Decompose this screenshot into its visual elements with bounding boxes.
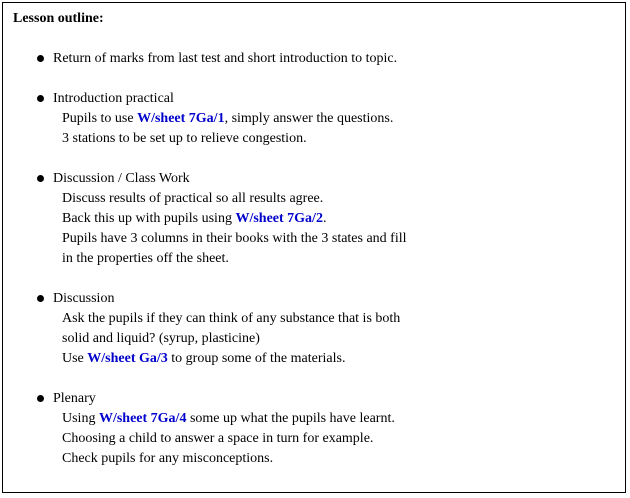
list-item-line xyxy=(62,351,345,367)
bullet-icon xyxy=(37,395,44,402)
line-text: . xyxy=(322,211,327,226)
line-text: , simply answer the questions. xyxy=(224,111,394,126)
list-item-heading: Return of marks from last test and short introduction to topic. xyxy=(53,51,398,66)
list-item-heading: Discussion / Class Work xyxy=(53,171,190,186)
worksheet-link[interactable]: W/sheet 7Ga/4 xyxy=(98,411,187,426)
list-item-line xyxy=(62,211,326,227)
list-item-line: Choosing a child to answer a space in turn for example. xyxy=(62,431,374,446)
bullet-icon xyxy=(37,55,44,62)
list-item-line: Check pupils for any misconceptions. xyxy=(62,451,274,466)
list-item-line xyxy=(62,111,393,127)
bullet-icon xyxy=(37,295,44,302)
line-text: some up what the pupils have learnt. xyxy=(186,411,395,426)
list-item-heading: Discussion xyxy=(53,291,115,306)
bullet-icon xyxy=(37,175,44,182)
list-item-line: Pupils have 3 columns in their books with the 3 states and fill xyxy=(62,231,407,246)
worksheet-link[interactable]: W/sheet Ga/3 xyxy=(87,351,168,366)
list-item-line: 3 stations to be set up to relieve congestion. xyxy=(62,131,307,146)
line-text: to group some of the materials. xyxy=(167,351,346,366)
line-text: Use xyxy=(62,351,88,366)
line-text: Back this up with pupils using xyxy=(62,211,236,226)
list-item-line: Ask the pupils if they can think of any substance that is both xyxy=(62,311,401,326)
list-item-heading: Plenary xyxy=(53,391,96,406)
list-item-line: in the properties off the sheet. xyxy=(62,251,229,266)
list-item-line: Discuss results of practical so all results agree. xyxy=(62,191,324,206)
bullet-icon xyxy=(37,95,44,102)
line-text: Pupils to use xyxy=(62,111,138,126)
list-item-heading: Introduction practical xyxy=(53,91,174,106)
line-text: Using xyxy=(62,411,99,426)
worksheet-link[interactable]: W/sheet 7Ga/1 xyxy=(137,111,225,126)
list-item-line: solid and liquid? (syrup, plasticine) xyxy=(62,331,260,346)
list-item-line xyxy=(62,411,395,427)
page-title: Lesson outline: xyxy=(13,11,104,26)
worksheet-link[interactable]: W/sheet 7Ga/2 xyxy=(235,211,323,226)
